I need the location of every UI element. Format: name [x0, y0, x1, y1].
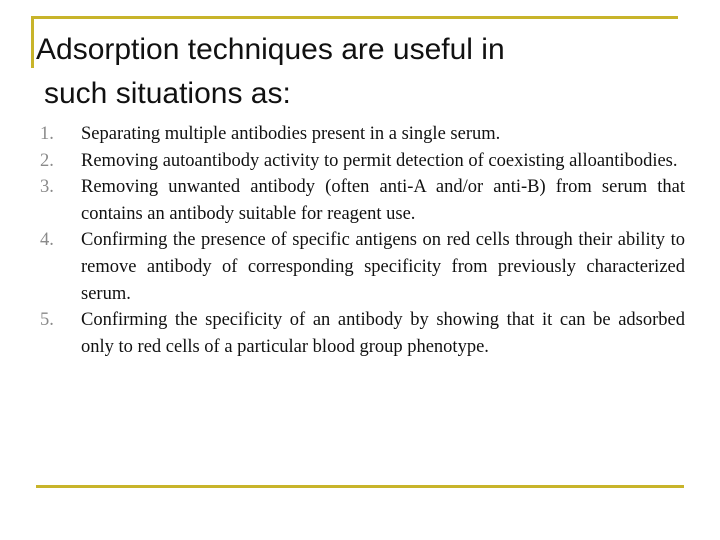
list-item [40, 121, 685, 148]
item-text: Removing unwanted antibody (often anti-A and/or anti-B) from serum that contains an antibody suitable for reagent use. [81, 177, 685, 224]
list-item [40, 307, 685, 360]
slide-title [36, 28, 676, 116]
left-rule [31, 16, 34, 68]
item-number: 1. [40, 124, 54, 144]
bottom-rule [36, 485, 684, 488]
list-item [40, 148, 685, 175]
item-number: 3. [40, 177, 54, 198]
item-text: Confirming the specificity of an antibody by showing that it can be adsorbed only to red cells of a particular blood group phenotype. [81, 310, 685, 357]
title-line-1: Adsorption techniques are useful in [36, 33, 505, 66]
item-number: 2. [40, 150, 54, 171]
list-item [40, 227, 685, 307]
item-text: Separating multiple antibodies present in a single serum. [81, 124, 501, 144]
top-rule [31, 16, 678, 19]
item-number: 4. [40, 230, 54, 251]
item-text: Confirming the presence of specific antigens on red cells through their ability to remove antibody of corresponding specificity from previously characterized serum. [81, 230, 685, 304]
item-text: Removing autoantibody activity to permit detection of coexisting alloantibodies. [81, 150, 678, 171]
item-number: 5. [40, 310, 54, 331]
numbered-list [40, 121, 685, 360]
title-line-2: such situations as: [44, 77, 291, 110]
list-item [40, 174, 685, 227]
